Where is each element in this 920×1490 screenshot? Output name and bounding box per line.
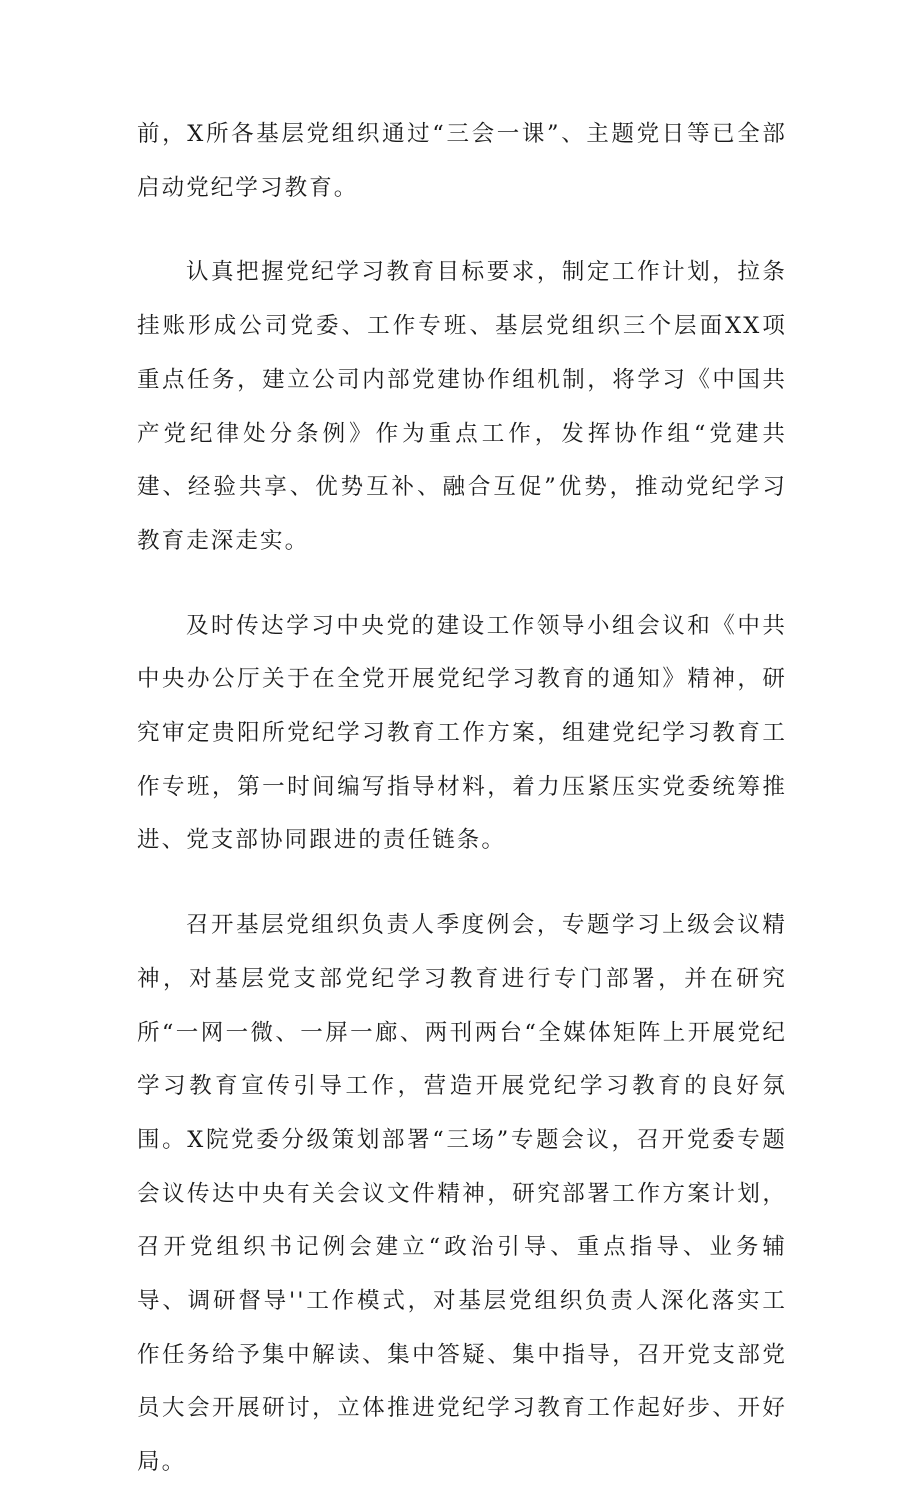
document-body bbox=[137, 108, 787, 1490]
paragraph-gap bbox=[137, 569, 787, 600]
paragraph-4: 召开基层党组织负责人季度例会，专题学习上级会议精神，对基层党支部党纪学习教育进行专门部署，并在研究所“一网一微、一屏一廊、两刊两台“全媒体矩阵上开展党纪学习教育宣传引导工作，营造开展党纪学习教育的良好氛围。X院党委分级策划部署“三场”专题会议，召开党委专题会议传达中央有关会议文件精神，研究部署工作方案计划，召开党组织书记例会建立“政治引导、重点指导、业务辅导、调研督导''工作模式，对基层党组织负责人深化落实工作任务给予集中解读、集中答疑、集中指导，召开党支部党员大会开展研讨，立体推进党纪学习教育工作起好步、开好局。 bbox=[137, 912, 787, 1476]
paragraph-gap bbox=[137, 215, 787, 246]
paragraph-1: 前，X所各基层党组织通过“三会一课”、主题党日等已全部启动党纪学习教育。 bbox=[137, 121, 787, 201]
paragraph-3: 及时传达学习中央党的建设工作领导小组会议和《中共中央办公厅关于在全党开展党纪学习教育的通知》精神，研究审定贵阳所党纪学习教育工作方案，组建党纪学习教育工作专班，第一时间编写指导材料，着力压紧压实党委统筹推进、党支部协同跟进的责任链条。 bbox=[137, 612, 787, 854]
paragraph-gap bbox=[137, 868, 787, 899]
paragraph-2: 认真把握党纪学习教育目标要求，制定工作计划，拉条挂账形成公司党委、工作专班、基层党组织三个层面XX项重点任务，建立公司内部党建协作组机制，将学习《中国共产党纪律处分条例》作为重点工作，发挥协作组“党建共建、经验共享、优势互补、融合互促”优势，推动党纪学习教育走深走实。 bbox=[137, 259, 787, 554]
